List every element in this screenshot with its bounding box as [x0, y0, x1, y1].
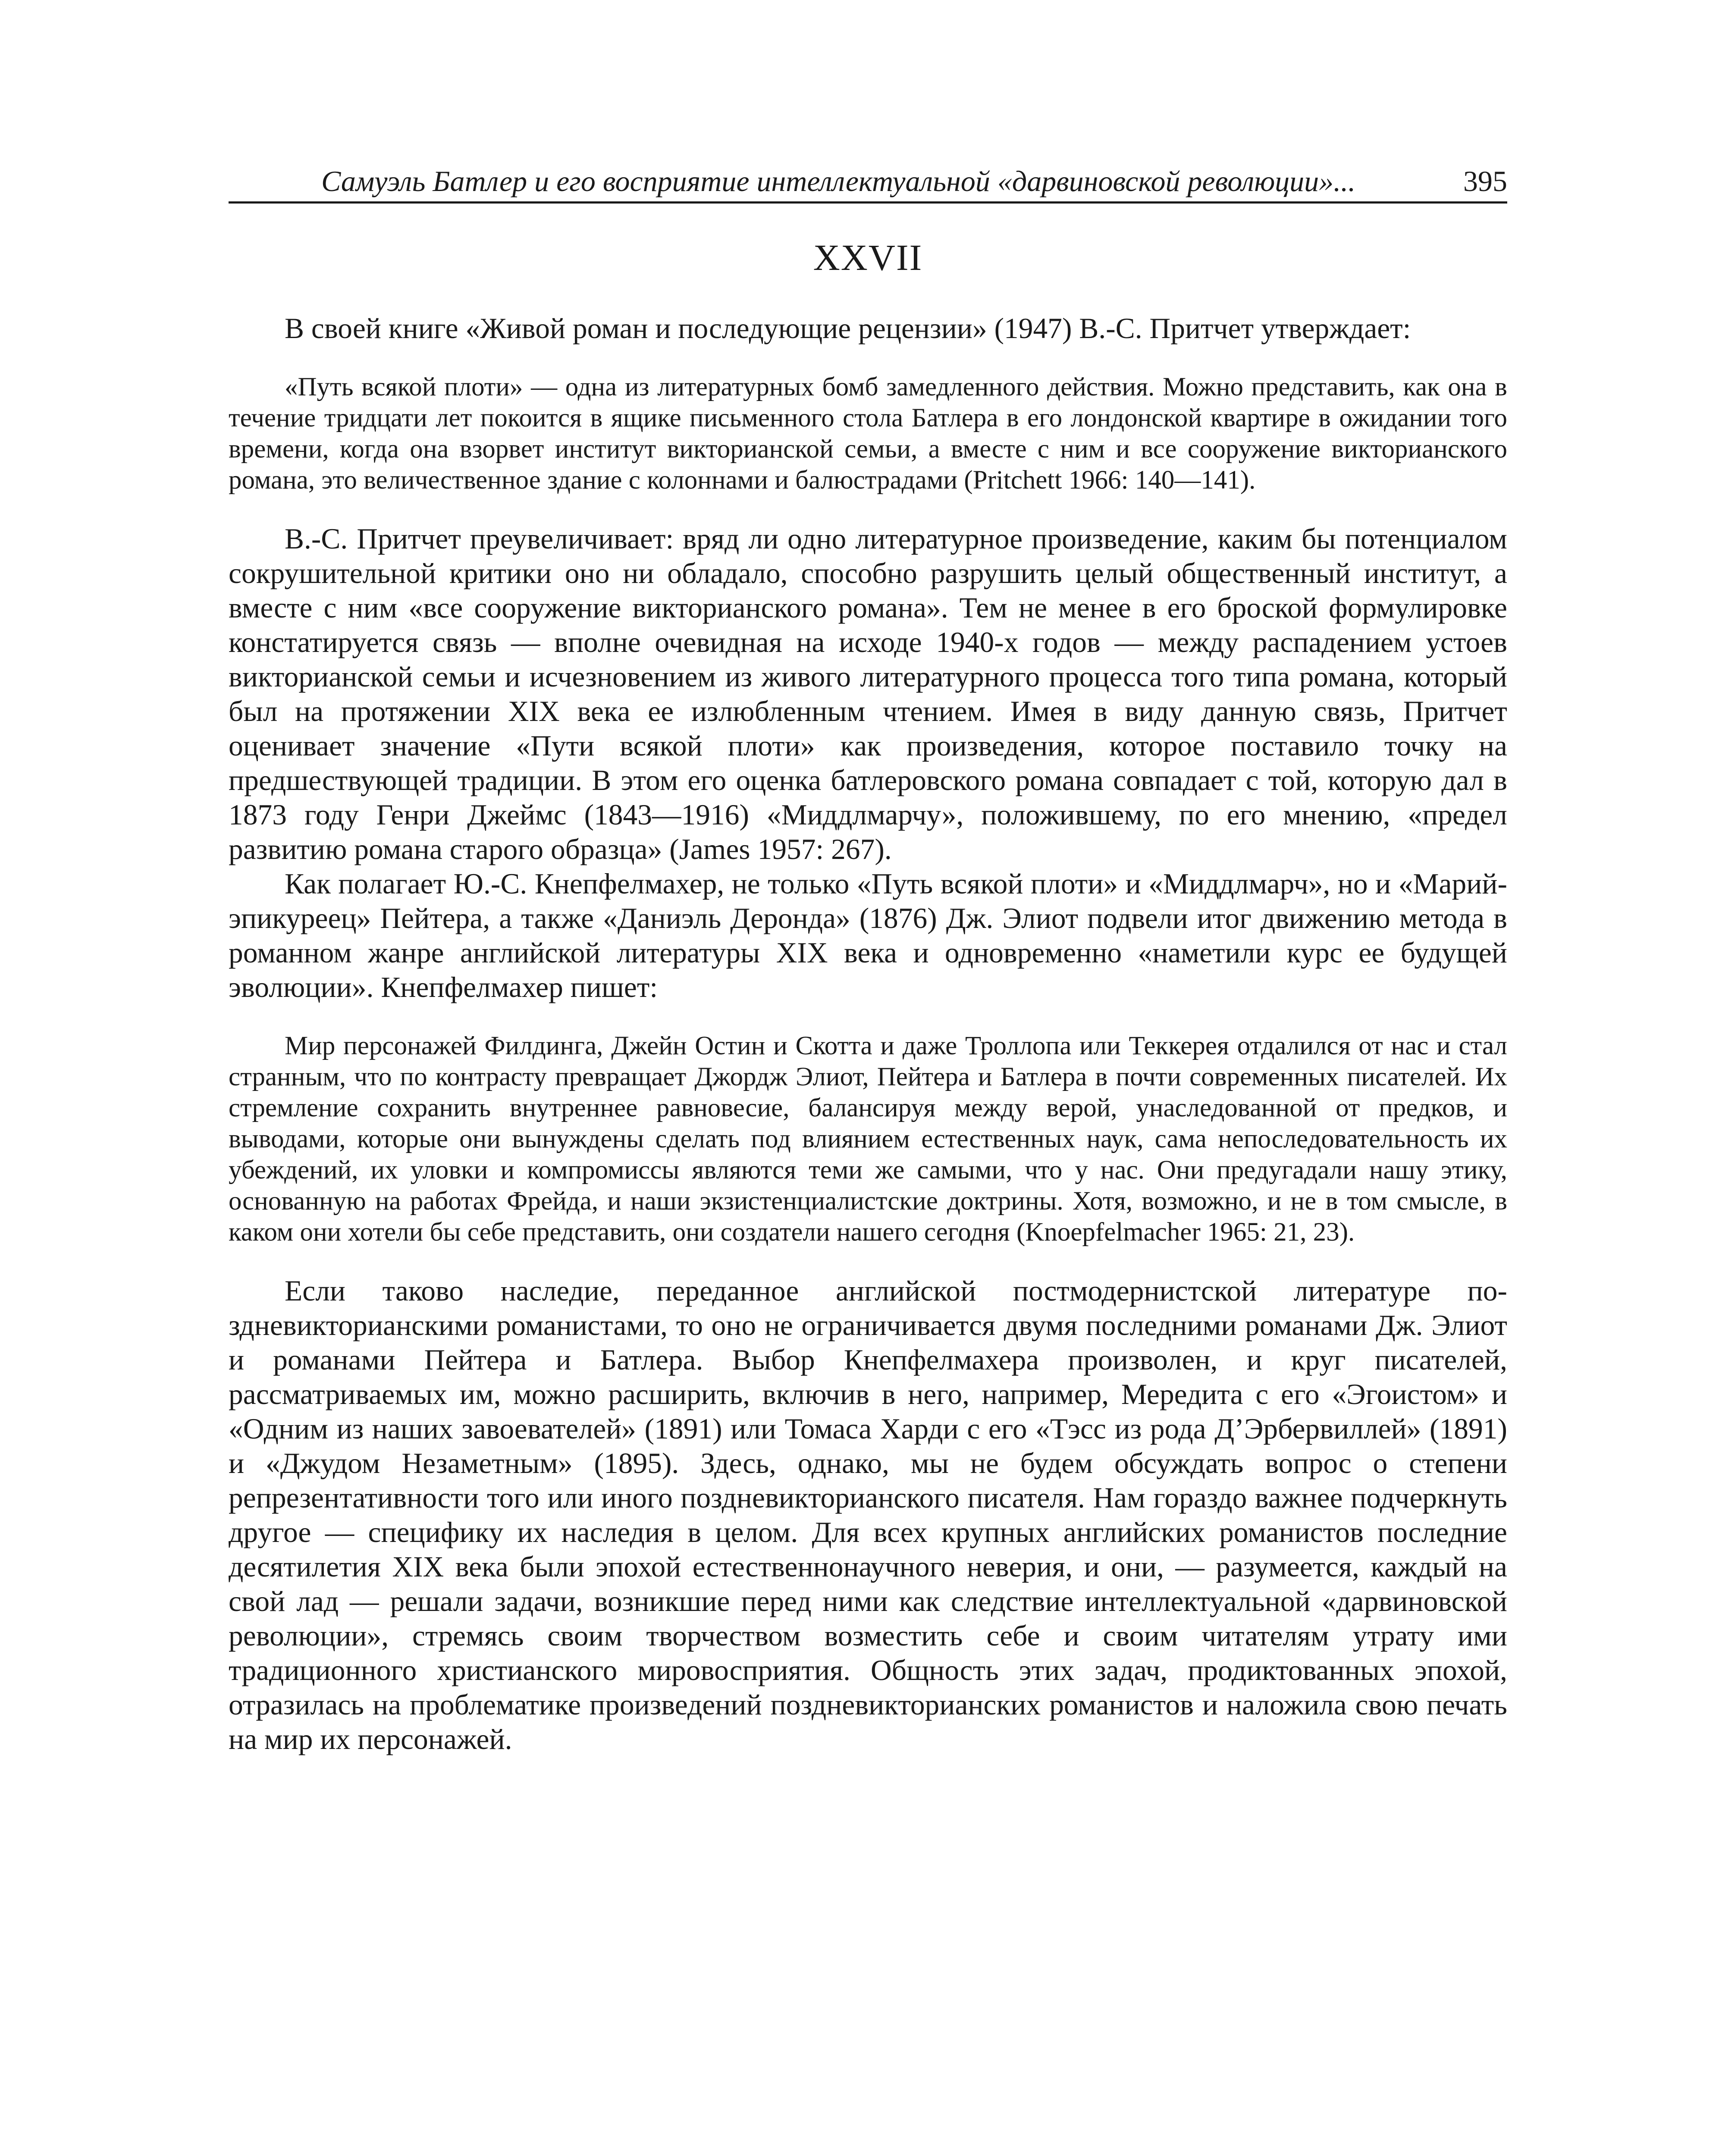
book-page — [229, 164, 1507, 1757]
paragraph-intro: В своей книге «Живой роман и последующие рецензии» (1947) В.-С. Притчет утверждает: — [285, 312, 1411, 345]
block-quote-knoepfelmacher: Мир персонажей Филдинга, Джейн Остин и Скотта и даже Троллопа или Теккерея отдалился от нас и стал странным, что по контрасту превращает Джордж Элиот, Пейтера и Батлера в почти современных писателей. Их стремление сохранить внутреннее равновесие, балансируя между верой, унаследованной от предков, и выводами, которые они вынуждены сделать под влиянием естественных наук, сама непоследовательность их убеждений, их уловки и компромиссы являются теми же самыми, что у нас. Они предугадали нашу этику, основанную на работах Фрейда, и наши экзистенциалистские доктрины. Хотя, возможно, и не в том смысле, в каком они хотели бы себе представить, они создатели нашего сегодня (Knoepfelmacher 1965: 21, 23). — [229, 1031, 1507, 1247]
running-head — [229, 164, 1507, 204]
block-quote-pritchett: «Путь всякой плоти» — одна из литературных бомб замедленного действия. Можно представить, как она в течение тридцати лет покоится в ящике письменного стола Батлера в его лондонской квартире в ожидании того времени, когда она взорвет институт викторианской семьи, а вместе с ним и все сооружение викторианского романа, это величественное здание с колоннами и балюстрадами (Pritchett 1966: 140—141). — [229, 373, 1507, 495]
running-head-title: Самуэль Батлер и его восприятие интеллектуальной «дарвиновской революции»... — [321, 165, 1356, 197]
page-number: 395 — [1463, 165, 1507, 197]
paragraph-knoepfelmacher-intro: Как полагает Ю.-С. Кнепфелмахер, не только «Путь всякой плоти» и «Миддлмарч», но и «Марий-эпикуреец» Пейтера, а также «Даниэль Деронда» (1876) Дж. Элиот подвели итог движению метода в романном жанре английской литературы XIX века и одновременно «наметили курс ее будущей эволюции». Кнепфелмахер пишет: — [229, 868, 1507, 1003]
paragraph-legacy: Если таково наследие, переданное английской постмодернистской литературе поздневикторианскими романистами, то оно не ограничивается двумя последними романами Дж. Элиот и романами Пейтера и Батлера. Выбор Кнепфелмахера произволен, и круг писателей, рассматриваемых им, можно расширить, включив в него, например, Мередита с его «Эгоистом» и «Одним из наших завоевателей» (1891) или Томаса Харди с его «Тэсс из рода Д’Эрбервиллей» (1891) и «Джудом Незаметным» (1895). Здесь, однако, мы не будем обсуждать вопрос о степени репрезентативности того или иного поздневикторианского писателя. Нам гораздо важнее подчеркнуть другое — специфику их наследия в целом. Для всех крупных английских романистов последние десятилетия XIX века были эпохой естественнонаучного неверия, и они, — разумеется, каждый на свой лад — решали задачи, возникшие перед ними как следствие интеллектуальной «дарвиновской революции», стремясь своим творчеством возместить себе и своим читателям утрату ими традиционного христианского мировосприятия. Общность этих задач, продиктованных эпохой, отразилась на проблематике произведений поздневикторианских романистов и наложила свою печать на мир их персонажей. — [229, 1275, 1507, 1755]
paragraph-pritchett-analysis: В.-С. Притчет преувеличивает: вряд ли одно литературное произведение, каким бы потенциалом сокрушительной критики оно ни обладало, способно разрушить целый общественный институт, а вместе с ним «все сооружение викторианского романа». Тем не менее в его броской формулировке констатируется связь — вполне очевидная на исходе 1940-х годов — между распадением устоев викторианской семьи и исчезновением из живого литературного процесса того типа романа, который был на протяжении XIX века ее излюбленным чтением. Имея в виду данную связь, Притчет оценивает значение «Пути всякой плоти» как произведения, которое поставило точку на предшествующей традиции. В этом его оценка батлеровского романа совпадает с той, которую дал в 1873 году Генри Джеймс (1843—1916) «Миддлмарчу», положившему, по его мнению, «предел развитию романа старого образца» (James 1957: 267). — [229, 523, 1507, 865]
chapter-number: XXVII — [813, 237, 923, 278]
